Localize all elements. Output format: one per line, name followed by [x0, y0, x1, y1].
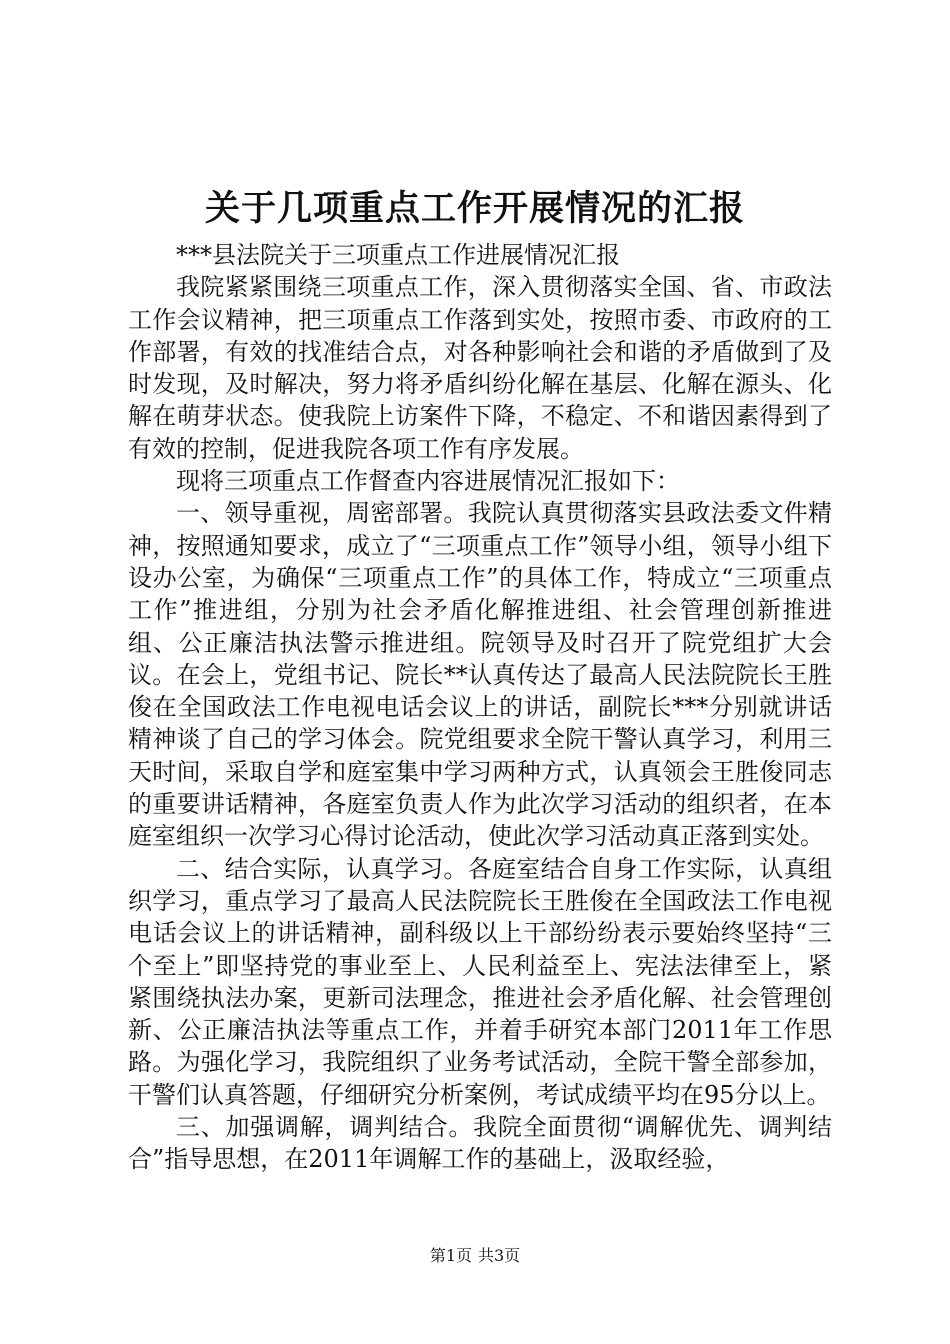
document-body — [128, 239, 832, 1176]
paragraph-section-1: 一、领导重视，周密部署。我院认真贯彻落实县政法委文件精神，按照通知要求，成立了“三项重点工作”领导小组，领导小组下设办公室，为确保“三项重点工作”的具体工作，特成立“三项重点工作”推进组，分别为社会矛盾化解推进组、社会管理创新推进组、公正廉洁执法警示推进组。院领导及时召开了院党组扩大会议。在会上，党组书记、院长**认真传达了最高人民法院院长王胜俊在全国政法工作电视电话会议上的讲话，副院长***分别就讲话精神谈了自己的学习体会。院党组要求全院干警认真学习，利用三天时间，采取自学和庭室集中学习两种方式，认真领会王胜俊同志的重要讲话精神，各庭室负责人作为此次学习活动的组织者，在本庭室组织一次学习心得讨论活动，使此次学习活动真正落到实处。 — [128, 499, 832, 851]
paragraph-subtitle: ***县法院关于三项重点工作进展情况汇报 — [176, 241, 620, 269]
page-number: 第1页 — [429, 1246, 472, 1265]
paragraph-section-2: 二、结合实际，认真学习。各庭室结合自身工作实际，认真组织学习，重点学习了最高人民法院院长王胜俊在全国政法工作电视电话会议上的讲话精神，副科级以上干部纷纷表示要始终坚持“三个至上”即坚持党的事业至上、人民利益至上、宪法法律至上，紧紧围绕执法办案，更新司法理念，推进社会矛盾化解、社会管理创新、公正廉洁执法等重点工作，并着手研究本部门2011年工作思路。为强化学习，我院组织了业务考试活动，全院干警全部参加，干警们认真答题，仔细研究分析案例，考试成绩平均在95分以上。 — [128, 854, 832, 1109]
document-title: 关于几项重点工作开展情况的汇报 — [204, 188, 745, 229]
paragraph-section-3: 三、加强调解，调判结合。我院全面贯彻“调解优先、调判结合”指导思想，在2011年调解工作的基础上，汲取经验， — [128, 1113, 832, 1174]
page-total: 共3页 — [478, 1246, 521, 1265]
paragraph-summary-lead: 现将三项重点工作督查内容进展情况汇报如下： — [176, 467, 680, 496]
page-footer — [0, 1245, 950, 1267]
paragraph-intro: 我院紧紧围绕三项重点工作，深入贯彻落实全国、省、市政法工作会议精神，把三项重点工作落到实处，按照市委、市政府的工作部署，有效的找准结合点，对各种影响社会和谐的矛盾做到了及时发现，及时解决，努力将矛盾纠纷化解在基层、化解在源头、化解在萌芽状态。使我院上访案件下降，不稳定、不和谐因素得到了有效的控制，促进我院各项工作有序发展。 — [128, 273, 832, 463]
